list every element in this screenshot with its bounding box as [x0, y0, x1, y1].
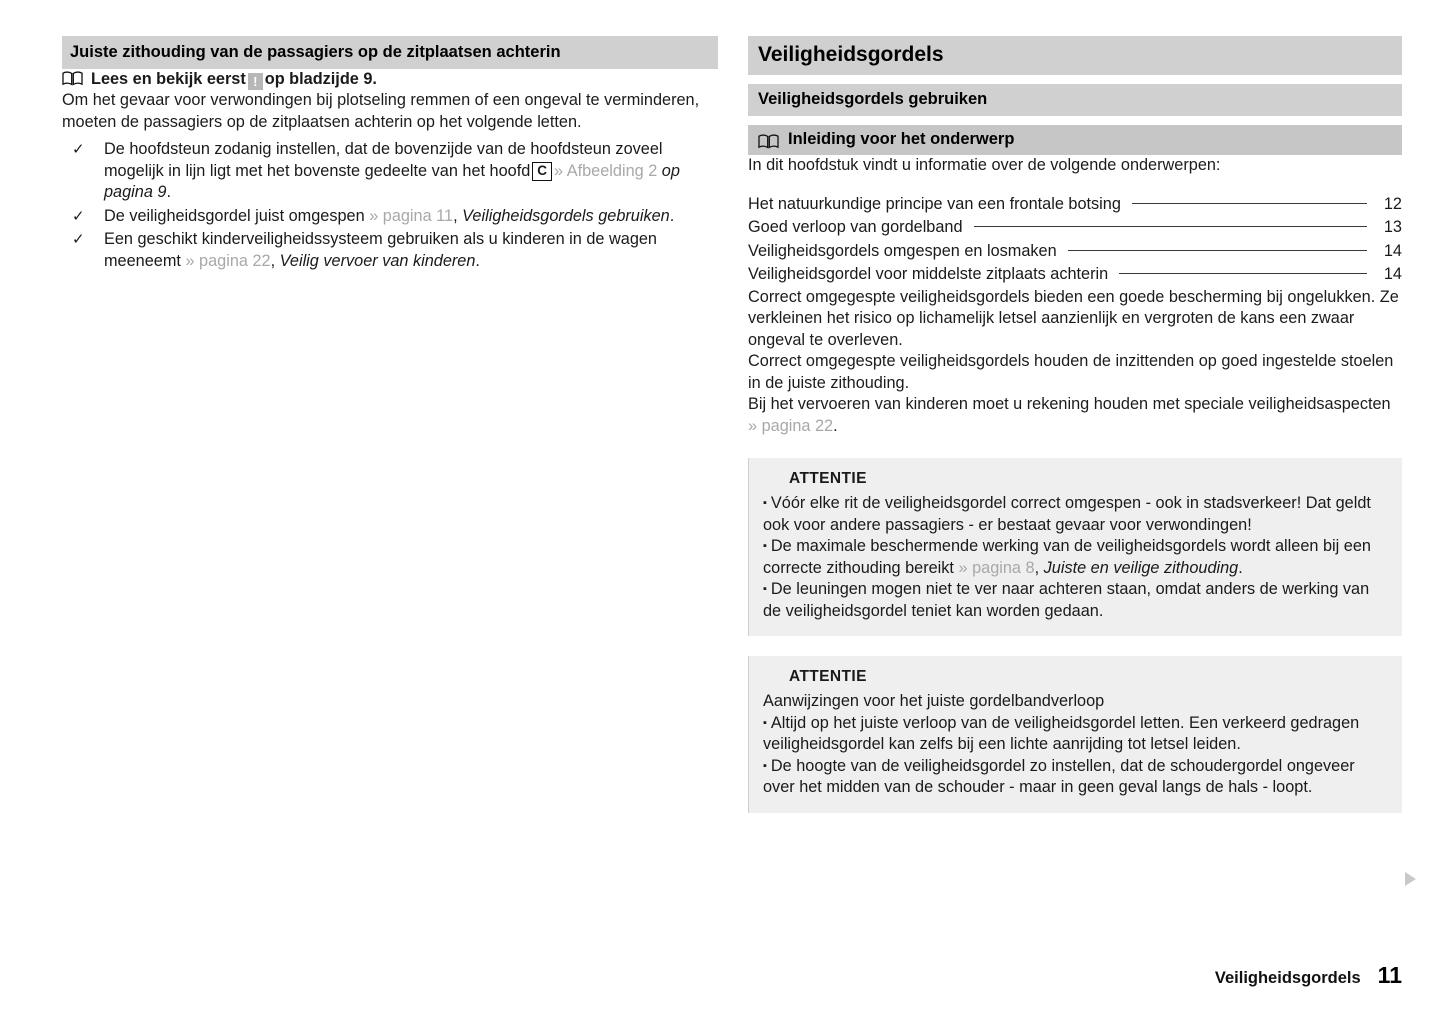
list-item: [62, 229, 718, 272]
left-section-heading: Juiste zithouding van de passagiers op de zitplaatsen achterin: [62, 36, 718, 69]
check-icon: ✓: [72, 231, 85, 248]
square-bullet-icon: ▪: [763, 716, 767, 729]
topic-title-bar: [748, 125, 1402, 155]
warning-bullet-text: De hoogte van de veiligheidsgordel zo instellen, dat de schoudergordel ongeveer over het midden van de schouder - maar in geen geval langs de hals - loopt.: [763, 756, 1355, 796]
list-item: [62, 139, 718, 204]
book-icon: [62, 71, 83, 86]
check-icon: ✓: [72, 207, 85, 225]
left-checklist: [62, 139, 718, 272]
toc-page-number: 14: [1383, 241, 1402, 260]
toc-leader-line: [1119, 273, 1367, 274]
check-sep: ,: [270, 251, 276, 270]
warning-box-title: ATTENTIE: [789, 470, 867, 487]
toc-row[interactable]: [748, 216, 1402, 240]
warning-bullet-italic: Juiste en veilige zithouding: [1043, 558, 1239, 577]
body-paragraph: Correct omgegespte veiligheidsgordels bieden een goede bescherming bij ongelukken. Ze verkleinen het risico op lichamelijk letsel aanzienlijk en vergroten de kans een zwaar ongeval te overleven.: [748, 287, 1399, 349]
warning-badge-icon: !: [248, 73, 263, 90]
page-reference[interactable]: » pagina 8: [958, 558, 1035, 577]
toc-label: Het natuurkundige principe van een frontale botsing: [748, 194, 1121, 213]
toc-label: Veiligheidsgordel voor middelste zitplaats achterin: [748, 265, 1109, 283]
check-sep: ,: [453, 206, 458, 225]
warning-bullet: [763, 579, 1388, 622]
left-column: [62, 36, 718, 274]
page-footer: [1215, 962, 1402, 989]
toc-intro: In dit hoofdstuk vindt u informatie over de volgende onderwerpen:: [748, 156, 1221, 174]
paragraph-tail: .: [833, 416, 838, 435]
toc-label: Goed verloop van gordelband: [748, 218, 963, 236]
warning-box: [748, 458, 1402, 636]
check-italic-title: Veilig vervoer van kinderen: [279, 251, 476, 270]
topic-title-label: Inleiding voor het onderwerp: [788, 130, 1015, 148]
toc-leader-line: [974, 226, 1367, 227]
warning-bullet: [763, 713, 1388, 756]
chapter-toc: [748, 193, 1402, 287]
square-bullet-icon: ▪: [763, 583, 767, 595]
warning-box-intro: Aanwijzingen voor het juiste gordelbandverloop: [763, 692, 1105, 710]
callout-letter-c: C: [532, 162, 552, 181]
warning-box-title: ATTENTIE: [789, 668, 867, 685]
square-bullet-icon: ▪: [763, 540, 767, 552]
section-title: Veiligheidsgordels gebruiken: [748, 84, 1402, 116]
left-intro-paragraph: Om het gevaar voor verwondingen bij plotseling remmen of een ongeval te verminderen, moeten de passagiers op de zitplaatsen achterin op het volgende letten.: [62, 91, 700, 131]
read-first-prefix: Lees en bekijk eerst: [91, 70, 246, 88]
body-paragraph: Correct omgegespte veiligheidsgordels houden de inzittenden op goed ingestelde stoelen in de juiste zithouding.: [748, 352, 1394, 392]
warning-bullet: [763, 536, 1388, 579]
warning-box: [748, 656, 1402, 813]
warning-bullet: [763, 493, 1388, 536]
warning-bullet-tail: .: [1238, 558, 1243, 577]
continuation-triangle-icon: [1405, 872, 1416, 886]
page-reference[interactable]: » pagina 11: [369, 206, 454, 225]
paragraph-text: Bij het vervoeren van kinderen moet u rekening houden met speciale veiligheidsaspecten: [748, 395, 1391, 413]
check-tail: .: [669, 206, 675, 225]
square-bullet-icon: ▪: [763, 497, 767, 509]
read-first-suffix: op bladzijde 9.: [264, 70, 377, 88]
body-paragraph-with-reference: [748, 394, 1402, 437]
page-reference[interactable]: » pagina 22: [185, 251, 271, 270]
square-bullet-icon: ▪: [763, 759, 767, 772]
toc-leader-line: [1132, 203, 1367, 204]
warning-bullet-text: Altijd op het juiste verloop van de veiligheidsgordel letten. Een verkeerd gedragen veiligheidsgordel kan zelfs bij een lichte aanrijding tot letsel leiden.: [763, 713, 1360, 753]
right-column: [748, 36, 1402, 813]
check-icon: ✓: [72, 141, 85, 158]
warning-bullet-text: Vóór elke rit de veiligheidsgordel correct omgespen - ook in stadsverkeer! Dat geldt ook voor andere passagiers - er bestaat gevaar voor verwondingen!: [763, 494, 1371, 534]
check-italic-title: Veiligheidsgordels gebruiken: [462, 206, 670, 225]
toc-leader-line: [1068, 250, 1367, 251]
page-reference[interactable]: » pagina 22: [748, 416, 834, 435]
read-first-text: [91, 69, 377, 90]
toc-page-number: 12: [1383, 194, 1402, 213]
page-reference[interactable]: » Afbeelding 2: [554, 161, 658, 180]
footer-chapter-title: Veiligheidsgordels: [1214, 969, 1361, 987]
read-first-note: [62, 69, 718, 90]
book-icon: [758, 134, 779, 149]
warning-bullet-text: De maximale beschermende werking van de veiligheidsgordels wordt alleen bij een correcte zithouding bereikt: [763, 537, 1371, 577]
toc-row[interactable]: [748, 193, 1402, 217]
chapter-title: Veiligheidsgordels: [748, 36, 1402, 75]
warning-bullet-text: De leuningen mogen niet te ver naar achteren staan, omdat anders de werking van de veiligheidsgordel teniet kan worden gedaan.: [763, 580, 1370, 620]
list-item: [62, 206, 718, 228]
toc-row[interactable]: [748, 263, 1402, 287]
warning-bullet-sep: ,: [1034, 558, 1040, 577]
toc-row[interactable]: [748, 240, 1402, 264]
check-tail: .: [166, 183, 172, 201]
check-text: De hoofdsteun zodanig instellen, dat de bovenzijde van de hoofdsteun zoveel mogelijk in lijn ligt met het bovenste gedeelte van het hoofd: [104, 140, 663, 180]
check-tail: .: [475, 251, 480, 270]
footer-page-number: 11: [1377, 962, 1402, 988]
check-text: Een geschikt kinderveiligheidssysteem gebruiken als u kinderen in de wagen meeneemt: [104, 230, 657, 270]
toc-label: Veiligheidsgordels omgespen en losmaken: [748, 241, 1057, 260]
check-text: De veiligheidsgordel juist omgespen: [104, 206, 365, 225]
toc-page-number: 14: [1383, 265, 1402, 283]
toc-page-number: 13: [1383, 218, 1402, 236]
warning-bullet: [763, 756, 1388, 799]
check-italic-title: op pagina 9: [104, 161, 680, 201]
